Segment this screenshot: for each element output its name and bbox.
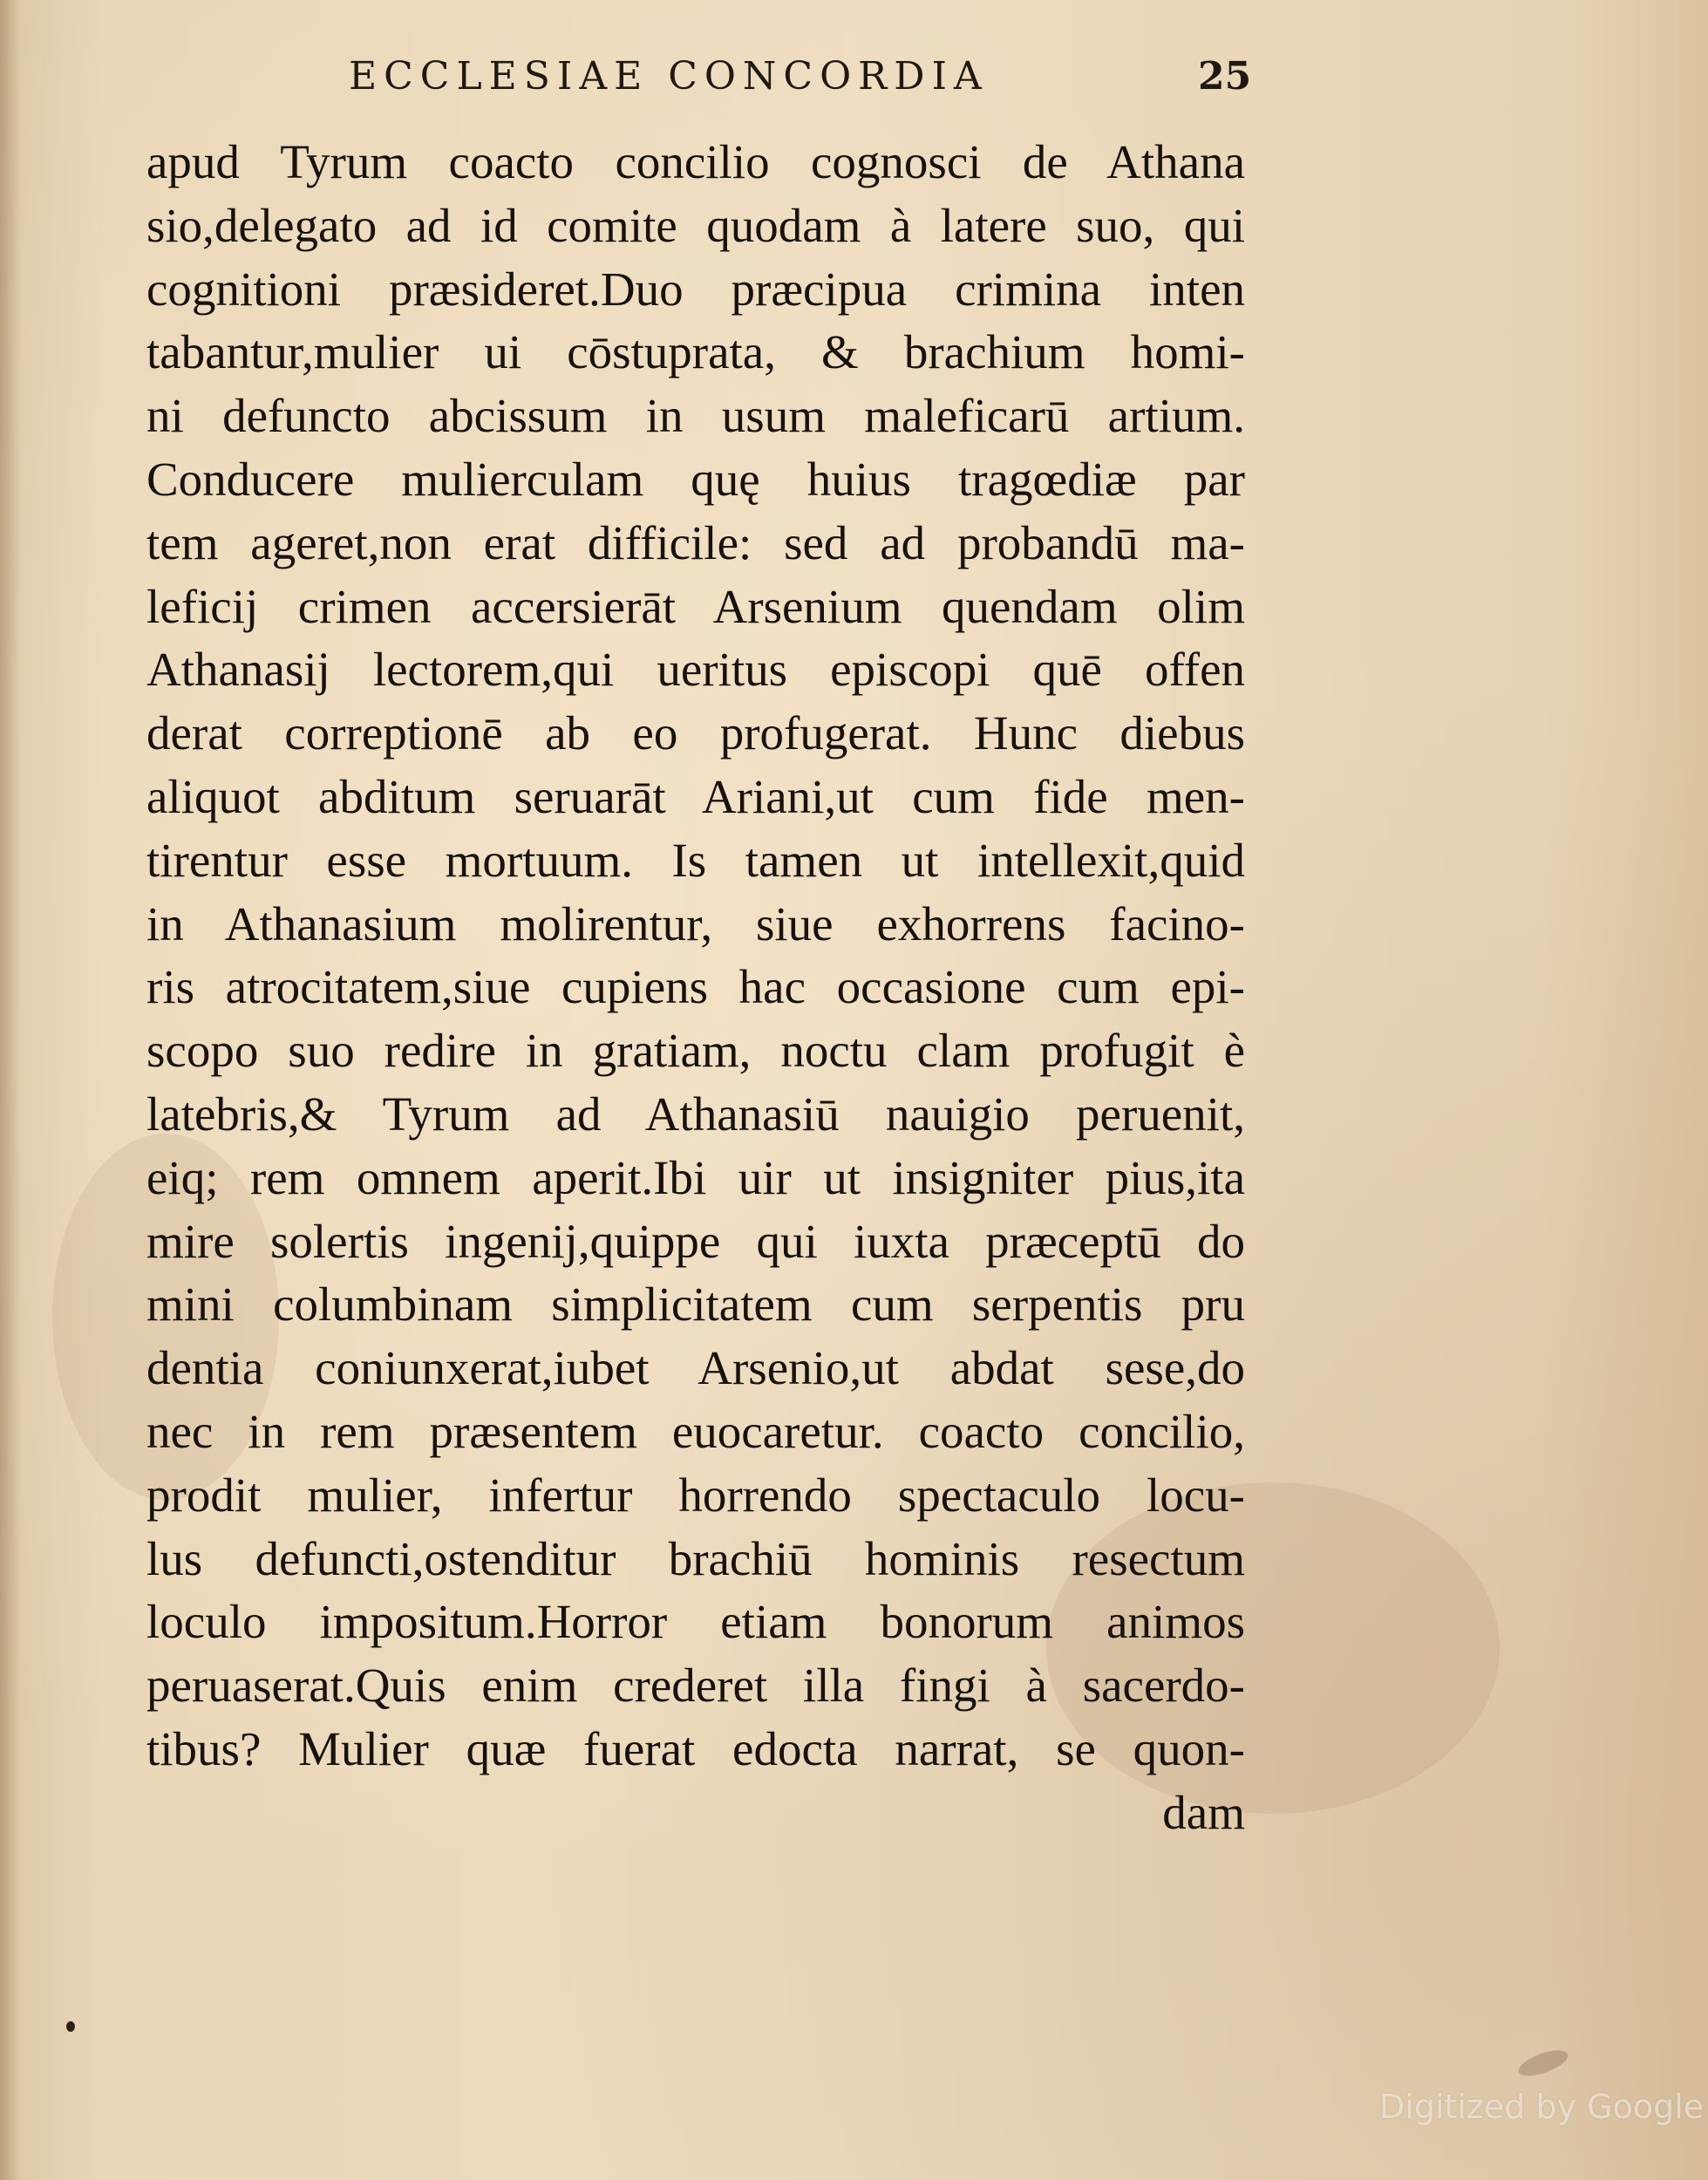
paper-damage [1515, 2045, 1571, 2081]
text-line: ris atrocitatem,siue cupiens hac occasione cum epi- [146, 960, 1245, 1014]
running-head: ECCLESIAE CONCORDIA [349, 54, 989, 99]
text-line: mire solertis ingenij,quippe qui iuxta præceptū do [146, 1214, 1245, 1268]
ink-spot [66, 2021, 75, 2032]
text-line: tibus? Mulier quæ fuerat edocta narrat, se quon- [146, 1721, 1245, 1775]
text-line: prodit mulier, infertur horrendo spectaculo locu- [146, 1468, 1245, 1522]
text-line: in Athanasium molirentur, siue exhorrens facino- [146, 896, 1245, 950]
text-line: derat correptionē ab eo profugerat. Hunc diebus [146, 706, 1245, 760]
text-line: tirentur esse mortuum. Is tamen ut intellexit,quid [146, 833, 1245, 887]
body-text [146, 131, 1245, 1845]
text-line: sio,delegato ad id comite quodam à latere suo, qui [146, 198, 1245, 252]
text-line: lus defuncti,ostenditur brachiū hominis resectum [146, 1531, 1245, 1585]
text-line: Conducere mulierculam quę huius tragœdiæ par [146, 452, 1245, 506]
catchword: dam [1162, 1785, 1245, 1839]
text-line: aliquot abditum seruarāt Ariani,ut cum fide men- [146, 769, 1245, 823]
text-line: cognitioni præsideret.Duo præcipua crimina inten [146, 262, 1245, 316]
text-line: leficij crimen accersierāt Arsenium quendam olim [146, 579, 1245, 633]
text-line: loculo impositum.Horror etiam bonorum animos [146, 1595, 1245, 1649]
text-line: apud Tyrum coacto concilio cognosci de Athana [146, 135, 1245, 188]
text-line: eiq; rem omnem aperit.Ibi uir ut insigniter pius,ita [146, 1150, 1245, 1204]
text-line: dentia coniunxerat,iubet Arsenio,ut abdat sese,do [146, 1341, 1245, 1395]
text-line: nec in rem præsentem euocaretur. coacto concilio, [146, 1404, 1245, 1458]
text-line: scopo suo redire in gratiam, noctu clam profugit è [146, 1024, 1245, 1078]
text-line: Athanasij lectorem,qui ueritus episcopi quē offen [146, 643, 1245, 697]
page-gutter-shadow [0, 0, 21, 2180]
page-number: 25 [1198, 54, 1252, 99]
text-line: tabantur,mulier ui cōstuprata, & brachium homi- [146, 325, 1245, 379]
text-line: mini columbinam simplicitatem cum serpentis pru [146, 1277, 1245, 1332]
text-line: latebris,& Tyrum ad Athanasiū nauigio peruenit, [146, 1087, 1245, 1141]
text-line: peruaserat.Quis enim crederet illa fingi à sacerdo- [146, 1659, 1245, 1713]
text-line: tem ageret,non erat difficile: sed ad probandū ma- [146, 515, 1245, 569]
text-line: ni defuncto abcissum in usum maleficarū artium. [146, 389, 1245, 443]
digitization-watermark: Digitized by Google [1379, 2088, 1705, 2126]
